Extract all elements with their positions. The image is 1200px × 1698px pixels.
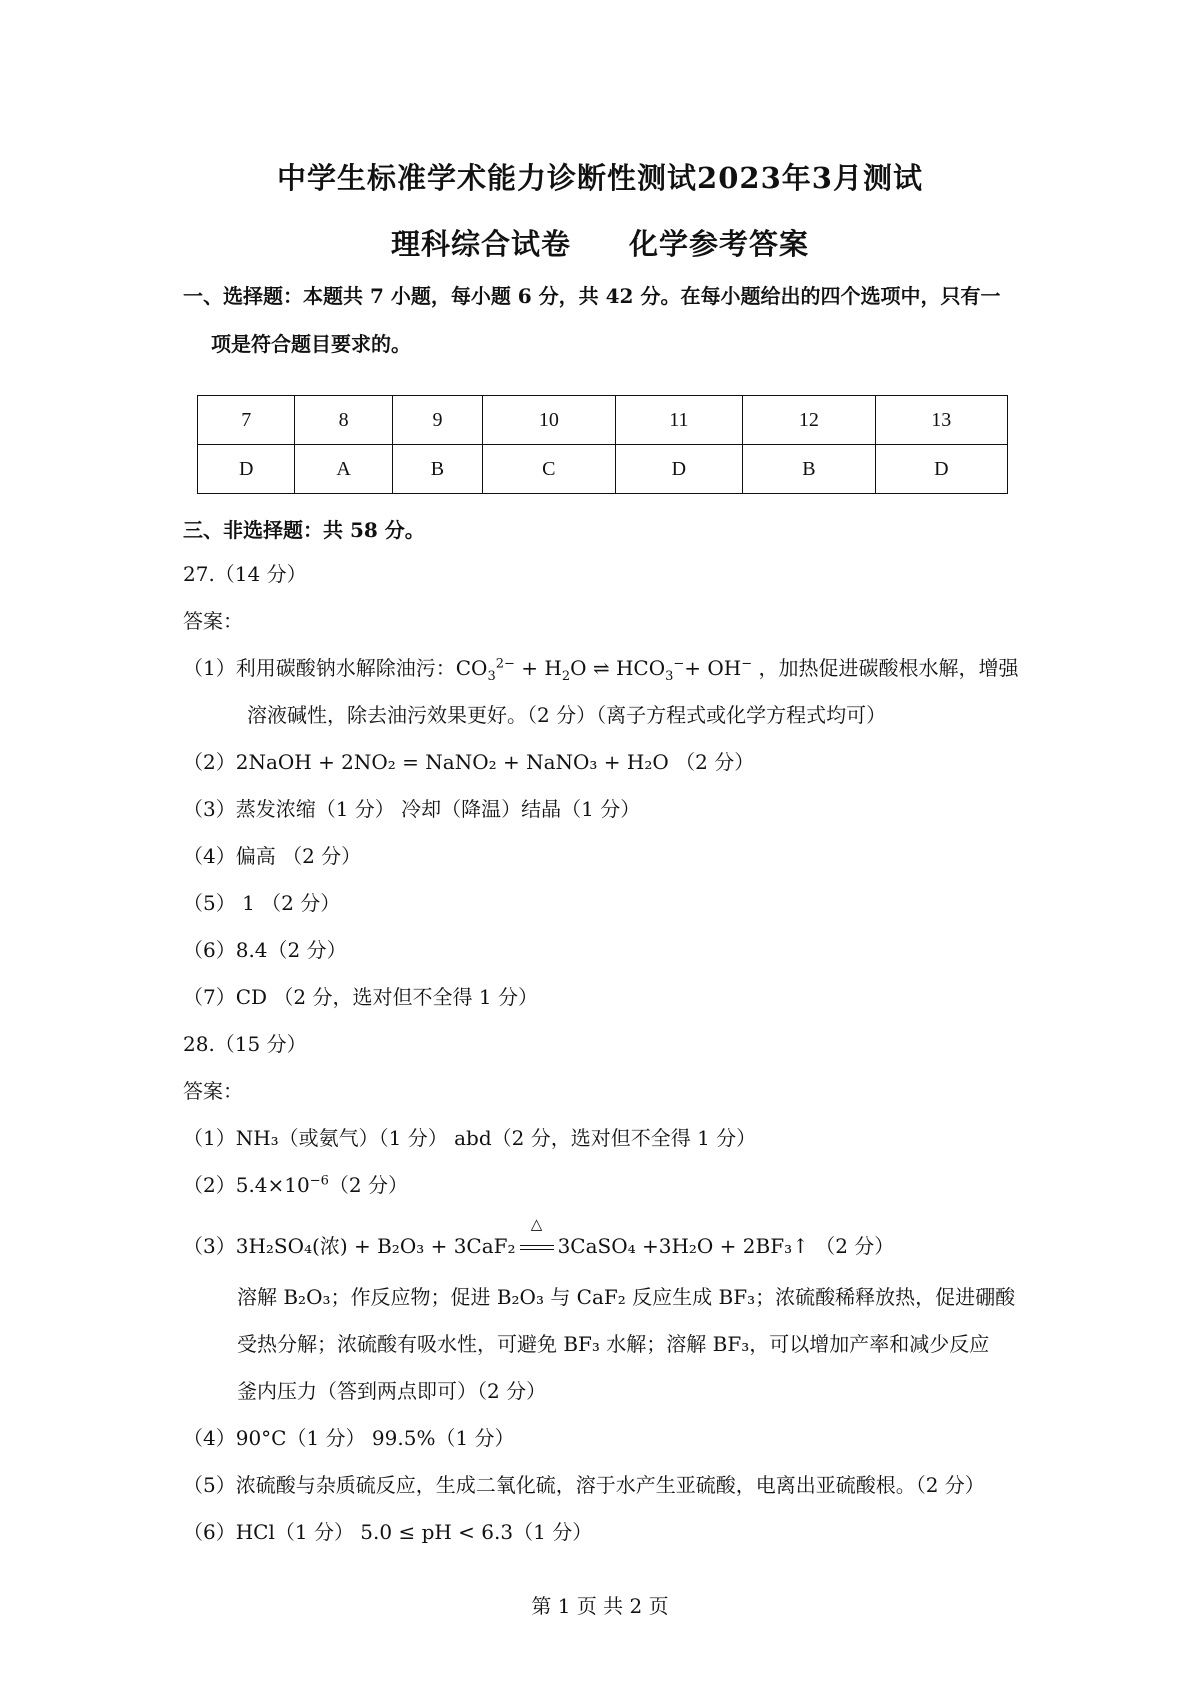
heat-condition-equals-sign	[520, 1215, 554, 1260]
q28-answer-3-line4: 釜内压力（答到两点即可）（2 分）	[237, 1379, 547, 1403]
table-row-numbers	[198, 396, 1008, 445]
table-cell: 13	[875, 396, 1007, 445]
q28-answer-3-line2: 溶解 B₂O₃；作反应物；促进 B₂O₃ 与 CaF₂ 反应生成 BF₃；浓硫酸稀释放热，促进硼酸	[237, 1285, 1016, 1309]
table-cell: 10	[483, 396, 615, 445]
q28-answer-1: （1）NH₃（或氨气）（1 分） abd（2 分，选对但不全得 1 分）	[183, 1126, 757, 1150]
q28-heading: 28.（15 分）	[183, 1032, 307, 1056]
subscript: 3	[487, 669, 496, 684]
q27-answer-2: （2）2NaOH + 2NO₂ = NaNO₂ + NaNO₃ + H₂O （2 分）	[183, 750, 755, 774]
q27-answer-4: （4）偏高 （2 分）	[183, 844, 362, 868]
page-subtitle	[0, 222, 1200, 263]
q27-answer-label: 答案：	[183, 609, 243, 633]
superscript: −	[673, 656, 685, 672]
page-footer: 第 1 页 共 2 页	[531, 1594, 669, 1618]
table-cell: 12	[743, 396, 875, 445]
multiple-choice-answer-table	[197, 395, 1008, 494]
table-cell: 7	[198, 396, 295, 445]
heat-icon: △	[530, 1215, 543, 1233]
table-row-answers	[198, 445, 1008, 494]
q28-answer-label: 答案：	[183, 1079, 243, 1103]
subscript: 2	[561, 669, 571, 684]
superscript: −6	[309, 1173, 329, 1189]
q27-answer-7: （7）CD （2 分，选对但不全得 1 分）	[183, 985, 538, 1009]
text: ，加热促进碳酸根水解，增强	[752, 656, 1019, 680]
text: O ⇌ HCO	[570, 656, 666, 680]
table-cell: B	[743, 445, 875, 494]
q28-answer-3-line3: 受热分解；浓硫酸有吸水性，可避免 BF₃ 水解；溶解 BF₃，可以增加产率和减少反应	[237, 1332, 990, 1356]
table-cell: A	[295, 445, 392, 494]
text: （3）3H₂SO₄(浓) + B₂O₃ + 3CaF₂	[183, 1234, 516, 1258]
table-cell: 11	[615, 396, 743, 445]
table-cell: C	[483, 445, 615, 494]
section3-heading: 三、非选择题：共 58 分。	[183, 518, 425, 542]
table-cell: D	[875, 445, 1007, 494]
text: （2）5.4×10	[183, 1173, 310, 1197]
q28-answer-3	[183, 1215, 1063, 1260]
q27-answer-3: （3）蒸发浓缩（1 分） 冷却（降温）结晶（1 分）	[183, 797, 641, 821]
table-cell: 9	[392, 396, 482, 445]
text: 3CaSO₄ +3H₂O + 2BF₃↑ （2 分）	[557, 1234, 895, 1258]
subscript: 3	[665, 669, 674, 684]
section1-instructions	[183, 272, 1043, 368]
q27-answer-6: （6）8.4（2 分）	[183, 938, 347, 962]
q27-answer-1	[183, 654, 1063, 682]
text: + H	[514, 656, 562, 680]
table-cell: D	[198, 445, 295, 494]
text: （2 分）	[328, 1173, 409, 1197]
table-cell: 8	[295, 396, 392, 445]
q28-answer-4: （4）90°C（1 分） 99.5%（1 分）	[183, 1426, 515, 1450]
page-title: 中学生标准学术能力诊断性测试2023年3月测试	[277, 161, 923, 195]
text: + OH	[684, 656, 742, 680]
q27-heading: 27.（14 分）	[183, 562, 307, 586]
table-cell: D	[615, 445, 743, 494]
q27-answer-5: （5） 1 （2 分）	[183, 891, 341, 915]
q28-answer-2	[183, 1171, 1063, 1199]
subtitle-right: 化学参考答案	[629, 227, 810, 261]
table-cell: B	[392, 445, 482, 494]
superscript: −	[741, 656, 753, 672]
subtitle-left: 理科综合试卷	[390, 227, 571, 261]
q27-answer-1-cont: 溶液碱性，除去油污效果更好。（2 分）（离子方程式或化学方程式均可）	[247, 703, 887, 727]
section1-line2: 项是符合题目要求的。	[211, 332, 411, 356]
q28-answer-5: （5）浓硫酸与杂质硫反应，生成二氧化硫，溶于水产生亚硫酸，电离出亚硫酸根。（2 分）	[183, 1473, 985, 1497]
superscript: 2−	[495, 656, 515, 672]
section1-line1: 一、选择题：本题共 7 小题，每小题 6 分，共 42 分。在每小题给出的四个选项中，只有一	[183, 284, 1001, 308]
text: （1）利用碳酸钠水解除油污：CO	[183, 656, 488, 680]
q28-answer-6: （6）HCl（1 分） 5.0 ≤ pH < 6.3（1 分）	[183, 1520, 593, 1544]
